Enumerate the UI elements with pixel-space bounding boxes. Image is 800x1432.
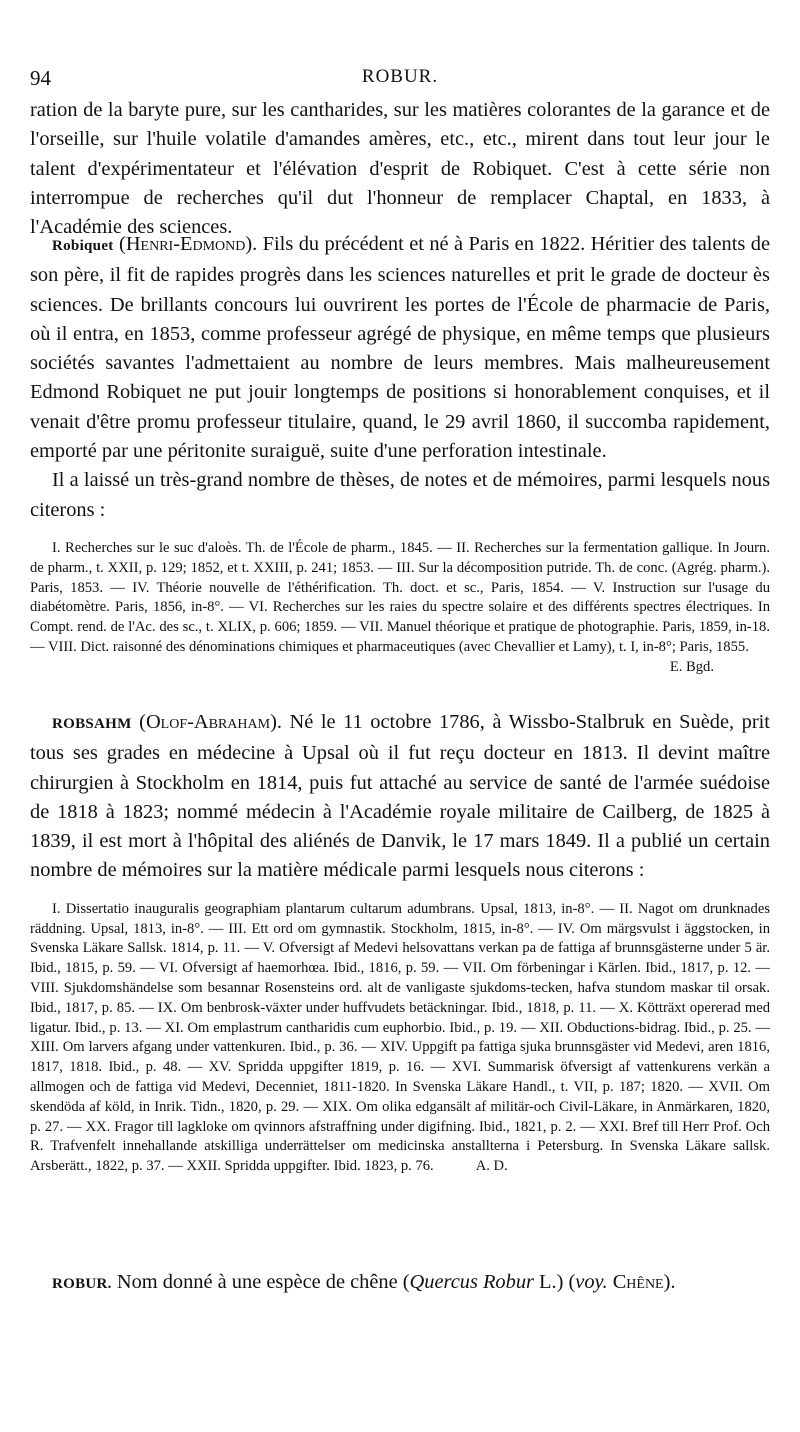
bibliography-text: I. Dissertatio inauguralis geographiam plantarum cultarum adumbrans. Upsal, 1813, in-8°. — II. Nagot om drunknades räddning. Upsal, 1813, in-8°. — III. Ett ord om gymnastik. Stockholm, 1815, in-8°. — IV. Om märgsvulst i äggstocken, in Svenska Läkare Sallsk. 1814, p. 11. — V. Ofversigt af Medevi helsovattans verkan pa de fattiga af brunnsgästerne under 5 är. Ibid., 1815, p. 59. — VI. Ofversigt af haemorhœa. Ibid., 1816, p. 59. — VII. Om förbeningar i Kärlen. Ibid., 1817, p. 12. — VIII. Sjukdomshändelse som besannar Rosensteins ord. alt de vanligaste sjukdoms-tecken, hafva stundom maskar til orsak. Ibid., 1817, p. 85. — IX. Om benbrosk-växter under huffvudets betäckningar. Ibid., 1818, p. 11. — X. Kötträxt opererad med ligatur. Ibid., p. 13. — XI. Om emplastrum cantharidis cum euphorbio. Ibid., p. 19. — XII. Obductions-bidrag. Ibid., p. 25. — XIII. Om larvers afgang under vattenkuren. Ibid., p. 36. — XIV. Uppgift pa fattiga sjuka brunnsgäster vid Medevi, aren 1816, 1817, 1818. Ibid., p. 48. — XV. Spridda uppgifter 1819, p. 16. — XVI. Summarisk öfversigt af vattenkurens verkän a allmogen och de fattiga vid Medevi, Decenniet, 1811-1820. In Svenska Läkare Handl., t. VII, p. 187; 1820. — XVII. Om skendöda af köld, in Inrik. Tidn., 1820, p. 29. — XIX. Om olika edgansält af militär-och Civil-Läkare, in Anmärkaren, 1820, p. 27. — XX. Fragor till lagkloke om qvinnors afstraffning under digifning. Ibid., 1821, p. 2. — XXI. Bref till Herr Prof. Och R. Trafvenfelt innehallande atskilliga underrättelser om medicinska anstallterna i Petersburg. In Svenska Läkare sallsk. Arsberätt., 1822, p. 37. — XXII. Spridda uppgifter. Ibid. 1823, p. 76. xyxy=(30,900,770,1175)
entry-body: Fils du précédent et né à Paris en 1822. Héritier des talents de son père, il fit de rapides progrès dans les sciences naturelles et prit le grade de docteur ès sciences. De brillants concours lui ouvrirent les portes de l'École de pharmacie de Paris, où il entra, en 1853, comme professeur agrégé de physique, en même temps que plusieurs sociétés savantes l'admettaient au nombre de leurs membres. Mais malheureusement Edmond Robiquet ne put jouir longtemps de positions si honorablement conquises, et il venait d'être promu professeur titulaire, quand, le 29 avril 1860, il succomba rapidement, emporté par une péritonite suraiguë, suite d'une perforation intestinale. xyxy=(30,233,770,463)
bibliography-text: I. Recherches sur le suc d'aloès. Th. de l'École de pharm., 1845. — II. Recherches sur la fermentation gallique. In Journ. de pharm., t. XXII, p. 129; 1852, et t. XXIII, p. 241; 1853. — III. Sur la décomposition putride. Th. de conc. (Agrég. pharm.). Paris, 1853. — IV. Théorie nouvelle de l'éthérification. Th. doct. et sc., Paris, 1854. — V. Instruction sur l'usage du diabétomètre. Paris, 1856, in-8°. — VI. Recherches sur les raies du spectre solaire et des différents spectres électriques. In Compt. rend. de l'Ac. des sc., t. XLIX, p. 606; 1859. — VII. Manuel théorique et pratique de photographie. Paris, 1859, in-18. — VIII. Dict. raisonné des dénominations chimiques et pharmaceutiques (avec Chevallier et Lamy), t. I, in-8°; Paris, 1855. xyxy=(30,539,770,655)
forenames: (Olof-Abraham). xyxy=(139,711,282,733)
entry-robur-text xyxy=(30,1268,770,1299)
entry-body-mid: L.) ( xyxy=(533,1271,576,1293)
entry-robiquet xyxy=(30,230,770,678)
latin-name: Quercus Robur xyxy=(409,1271,534,1293)
see-also-label: voy. xyxy=(575,1271,608,1293)
entry-robiquet-text2: Il a laissé un très-grand nombre de thèses, de notes et de mémoires, parmi lesquels nous citerons : xyxy=(30,469,770,521)
page-number: 94 xyxy=(30,66,51,90)
entry-robiquet-text xyxy=(30,230,770,466)
entry-body-end: ). xyxy=(663,1271,676,1293)
continuation-paragraph xyxy=(30,96,770,242)
headword: ROBSAHM xyxy=(52,716,132,732)
running-title: ROBUR. xyxy=(361,66,439,87)
page-header xyxy=(30,66,770,92)
entry-robsahm xyxy=(30,708,770,1177)
entry-robur xyxy=(30,1268,770,1299)
bibliography xyxy=(30,900,770,1177)
entry-robsahm-text xyxy=(30,708,770,886)
entry-body: Né le 11 octobre 1786, à Wissbo-Stalbruk en Suède, prit tous ses grades en médecine à Upsal où il fut reçu docteur en 1813. Il devint maître chirurgien à Stockholm en 1814, puis fut attaché au service de santé de l'armée suédoise de 1818 à 1823; nommé médecin à l'Académie royale militaire de Cailberg, de 1825 à 1839, il est mort à l'hôpital des aliénés de Danvik, le 17 mars 1849. Il a publié un certain nombre de mémoires sur la matière médicale parmi lesquels nous citerons : xyxy=(30,711,770,882)
cross-reference: Chêne xyxy=(612,1271,664,1293)
headword: Robiquet xyxy=(52,238,114,254)
bibliography xyxy=(30,539,770,678)
headword: ROBUR. xyxy=(52,1276,112,1292)
forenames: (Henri-Edmond). xyxy=(119,233,258,255)
author-signature: A. D. xyxy=(475,1158,508,1175)
author-signature: E. Bgd. xyxy=(669,658,714,675)
continuation-text: ration de la baryte pure, sur les cantharides, sur les matières colorantes de la garance et de l'orseille, sur l'huile volatile d'amandes amères, etc., etc., mirent dans tout leur jour le talent d'expérimentateur et l'élévation d'esprit de Robiquet. C'est à cette série non interrompue de recherches qu'il dut l'honneur de remplacer Chaptal, en 1833, à l'Académie des sciences. xyxy=(30,99,770,239)
entry-body: Nom donné à une espèce de chêne ( xyxy=(116,1271,410,1293)
